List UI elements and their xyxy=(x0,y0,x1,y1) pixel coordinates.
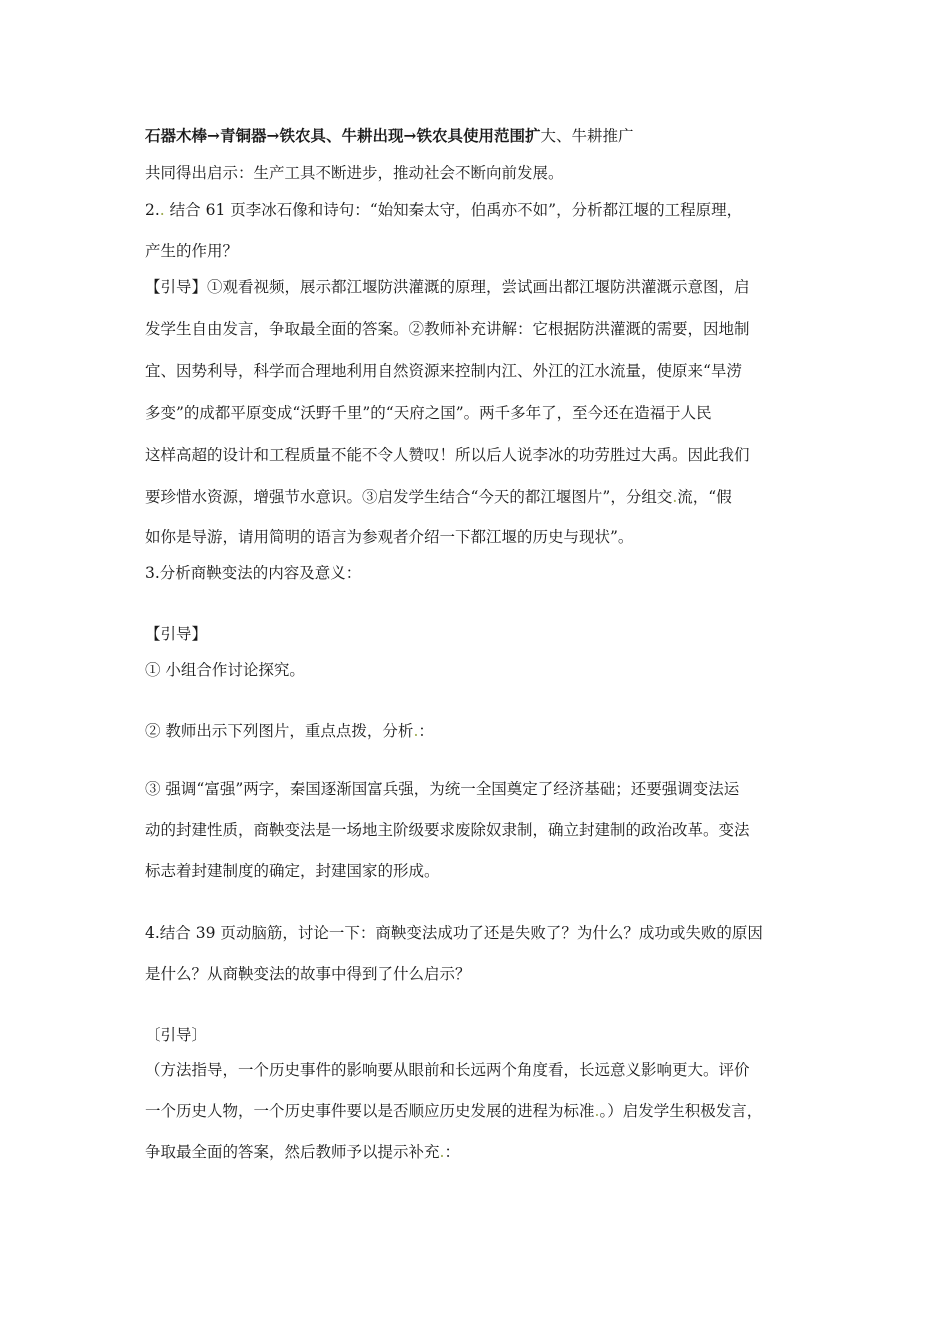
line-tools-evolution: 石器木棒→青铜器→铁农具、牛耕出现→铁农具使用范围扩大、牛耕推广 xyxy=(145,126,634,145)
mark-dot: . xyxy=(594,1102,600,1120)
guide-2-line-6: 要珍惜水资源，增强节水意识。③启发学生结合“今天的都江堰图片”，分组交.流，“假 xyxy=(145,488,732,506)
question-4: 4.结合 39 页动脑筋，讨论一下：商鞅变法成功了还是失败了？为什么？成功或失败的原因 xyxy=(145,924,763,942)
question-3: 3.分析商鞅变法的内容及意义： xyxy=(145,564,362,582)
mark-dot: . xyxy=(439,1143,445,1161)
line-inspiration: 共同得出启示：生产工具不断进步，推动社会不断向前发展。 xyxy=(145,164,564,182)
guide-3-step-2: ② 教师出示下列图片，重点点拨，分析.： xyxy=(145,722,434,740)
guide-3-step-3-line-3: 标志着封建制度的确定，封建国家的形成。 xyxy=(145,862,440,880)
question-2: 2.. 结合 61 页李冰石像和诗句：“始知秦太守，伯禹亦不如”，分析都江堰的工程原理， xyxy=(145,201,743,219)
guide-2-line-5: 这样高超的设计和工程质量不能不令人赞叹！所以后人说李冰的功劳胜过大禹。因此我们 xyxy=(145,446,750,464)
guide-2-line-2: 发学生自由发言，争取最全面的答案。②教师补充讲解：它根据防洪灌溉的需要，因地制 xyxy=(145,320,750,338)
mark-dot: . xyxy=(159,201,165,219)
question-2-cont: 产生的作用？ xyxy=(145,242,239,260)
guide-2-line-3: 宜、因势利导，科学而合理地利用自然资源来控制内江、外江的江水流量，使原来“旱涝 xyxy=(145,362,742,380)
guide-4-line-1: （方法指导，一个历史事件的影响要从眼前和长远两个角度看，长远意义影响更大。评价 xyxy=(145,1061,750,1079)
guide-3-step-3-line-1: ③ 强调“富强”两字，秦国逐渐国富兵强，为统一全国奠定了经济基础；还要强调变法运 xyxy=(145,780,740,798)
guide-4-heading: 〔引导〕 xyxy=(145,1026,208,1044)
guide-2-line-4: 多变”的成都平原变成“沃野千里”的“天府之国”。两千多年了，至今还在造福于人民 xyxy=(145,404,712,422)
tools-evolution-bold: 石器木棒→青铜器→铁农具、牛耕出现→铁农具使用范围扩 xyxy=(145,126,541,145)
mark-dot: . xyxy=(672,488,678,506)
mark-dot: . xyxy=(413,722,419,740)
guide-3-step-1: ① 小组合作讨论探究。 xyxy=(145,661,305,679)
question-4-cont: 是什么？从商鞅变法的故事中得到了什么启示？ xyxy=(145,965,471,983)
guide-4-line-3: 争取最全面的答案，然后教师予以提示补充.： xyxy=(145,1143,460,1161)
guide-3-heading: 【引导】 xyxy=(145,625,208,643)
guide-4-line-2: 一个历史人物，一个历史事件要以是否顺应历史发展的进程为标准.。）启发学生积极发言， xyxy=(145,1102,763,1120)
guide-3-step-3-line-2: 动的封建性质，商鞅变法是一场地主阶级要求废除奴隶制，确立封建制的政治改革。变法 xyxy=(145,821,750,839)
guide-2-line-1: 【引导】①观看视频，展示都江堰防洪灌溉的原理，尝试画出都江堰防洪灌溉示意图，启 xyxy=(145,278,750,296)
guide-2-line-7: 如你是导游，请用简明的语言为参观者介绍一下都江堰的历史与现状”。 xyxy=(145,528,634,546)
